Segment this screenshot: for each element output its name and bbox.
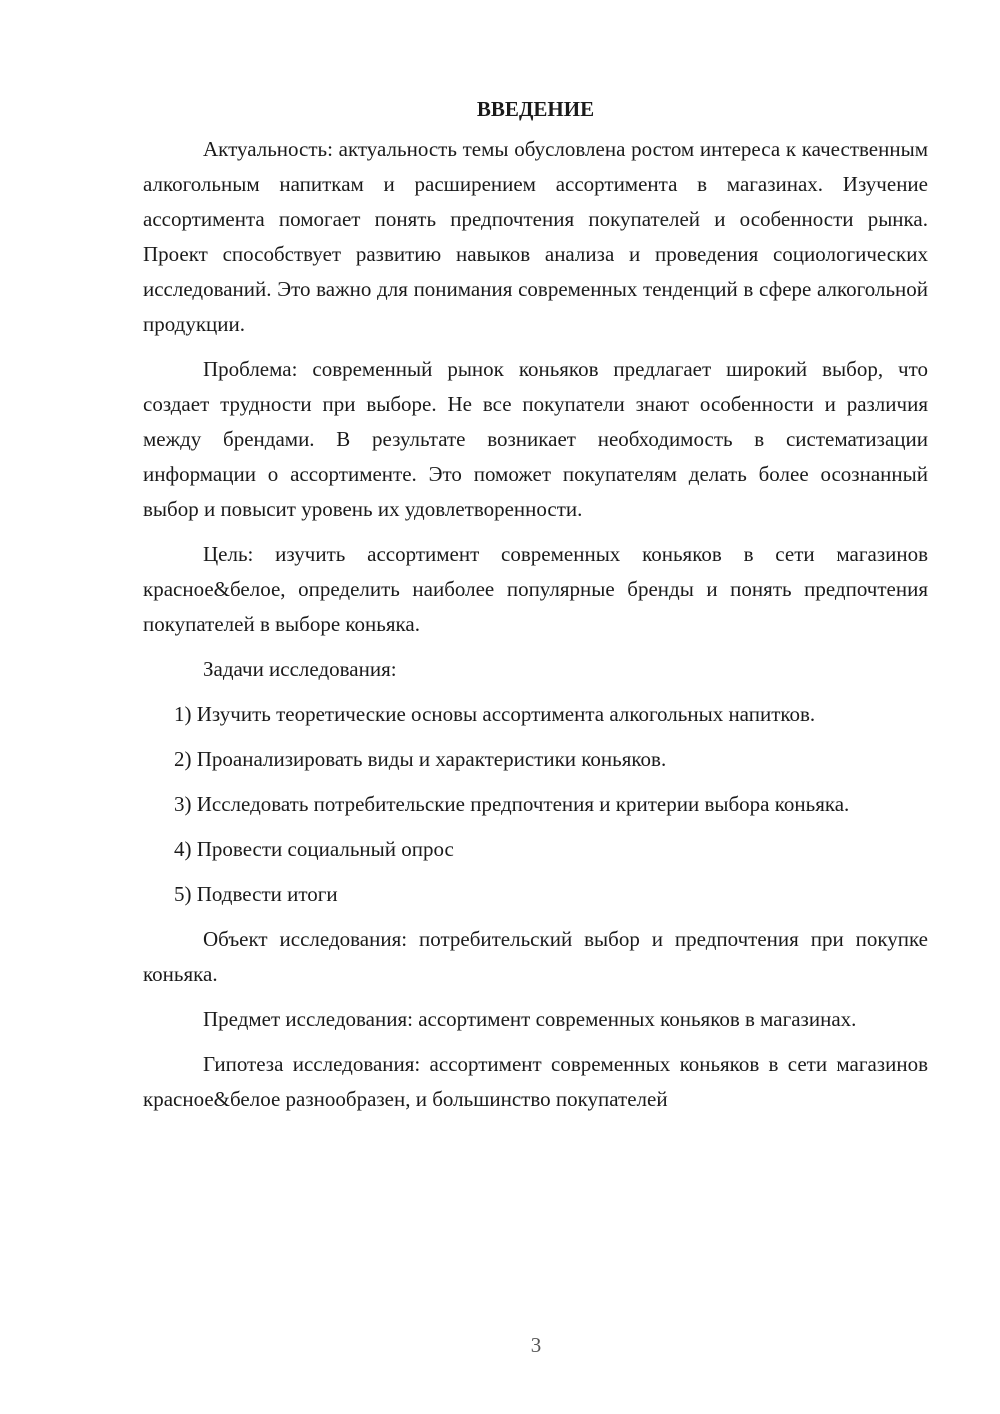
task-item: 1) Изучить теоретические основы ассортимента алкогольных напитков. bbox=[174, 702, 816, 726]
task-item: 5) Подвести итоги bbox=[174, 882, 338, 906]
task-item: 4) Провести социальный опрос bbox=[174, 837, 454, 861]
relevance-paragraph: Актуальность: актуальность темы обусловлена ростом интереса к качественным алкогольным напиткам и расширением ассортимента в магазинах. Изучение ассортимента помогает понять предпочтения покупателей и особенности рынка. Проект способствует развитию навыков анализа и проведения социологических исследований. Это важно для понимания современных тенденций в сфере алкогольной продукции. bbox=[143, 137, 928, 336]
task-item: 2) Проанализировать виды и характеристики коньяков. bbox=[174, 747, 667, 771]
goal-paragraph: Цель: изучить ассортимент современных коньяков в сети магазинов красное&белое, определить наиболее популярные бренды и понять предпочтения покупателей в выборе коньяка. bbox=[143, 542, 928, 636]
subject-paragraph: Предмет исследования: ассортимент современных коньяков в магазинах. bbox=[203, 1007, 857, 1031]
object-paragraph: Объект исследования: потребительский выбор и предпочтения при покупке коньяка. bbox=[143, 927, 928, 986]
page-content bbox=[143, 92, 928, 1127]
page-title: ВВЕДЕНИЕ bbox=[476, 97, 595, 121]
problem-paragraph: Проблема: современный рынок коньяков предлагает широкий выбор, что создает трудности при выборе. Не все покупатели знают особенности и различия между брендами. В результате возникает необходимость в систематизации информации о ассортименте. Это поможет покупателям делать более осознанный выбор и повысит уровень их удовлетворенности. bbox=[143, 357, 928, 521]
page-number: 3 bbox=[530, 1333, 542, 1357]
task-item: 3) Исследовать потребительские предпочтения и критерии выбора коньяка. bbox=[174, 792, 850, 816]
tasks-heading: Задачи исследования: bbox=[203, 657, 397, 681]
hypothesis-paragraph: Гипотеза исследования: ассортимент современных коньяков в сети магазинов красное&белое разнообразен, и большинство покупателей bbox=[143, 1052, 928, 1111]
